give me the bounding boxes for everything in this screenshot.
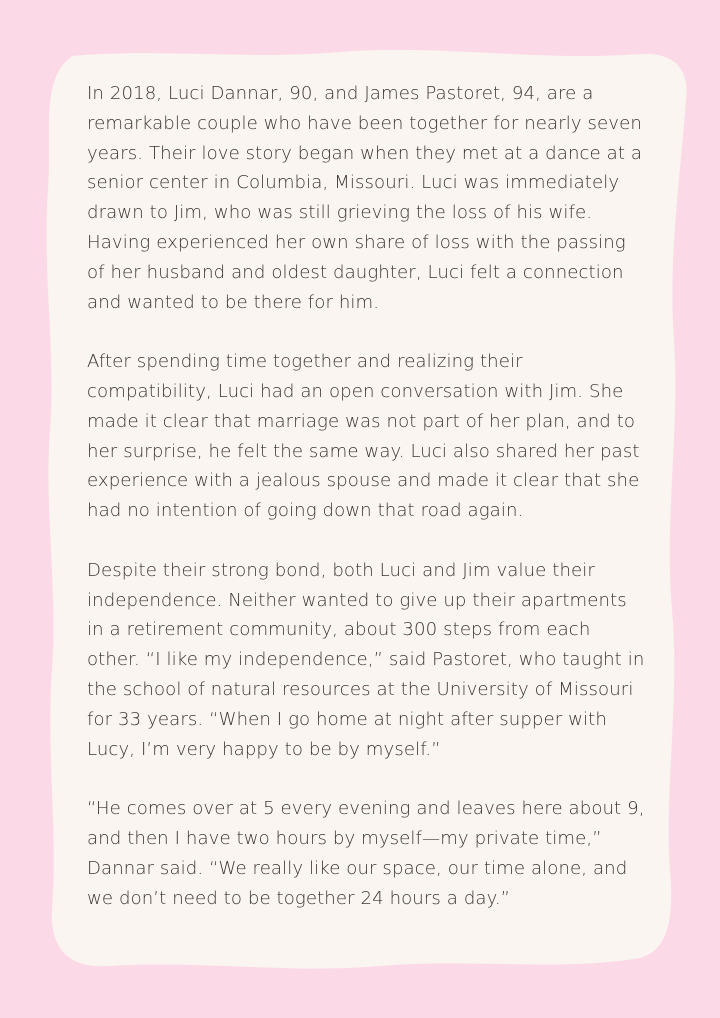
article-text (87, 79, 647, 913)
paragraph-3: Despite their strong bond, both Luci and Jim value their independence. Neither wanted to give up their apartments in a retirement community, about 300 steps from each other. “I like my independence,” said Pastoret, who taught in the school of natural resources at the University of Missouri for 33 years. “When I go home at night after supper with Lucy, I’m very happy to be by myself.” (87, 559, 645, 760)
paragraph-1: In 2018, Luci Dannar, 90, and James Pastoret, 94, are a remarkable couple who have been together for nearly seven years. Their love story began when they met at a dance at a senior center in Columbia, Missouri. Luci was immediately drawn to Jim, who was still grieving the loss of his wife. Having experienced her own share of loss with the passing of her husband and oldest daughter, Luci felt a connection and wanted to be there for him. (87, 83, 643, 313)
paragraph-4: “He comes over at 5 every evening and leaves here about 9, and then I have two hours by myself—my private time,” Dannar said. “We really like our space, our time alone, and we don’t need to be together 24 hours a day.” (87, 798, 645, 909)
paragraph-2: After spending time together and realizing their compatibility, Luci had an open conversation with Jim. She made it clear that marriage was not part of her plan, and to her surprise, he felt the same way. Luci also shared her past experience with a jealous spouse and made it clear that she had no intention of going down that road again. (87, 351, 640, 522)
